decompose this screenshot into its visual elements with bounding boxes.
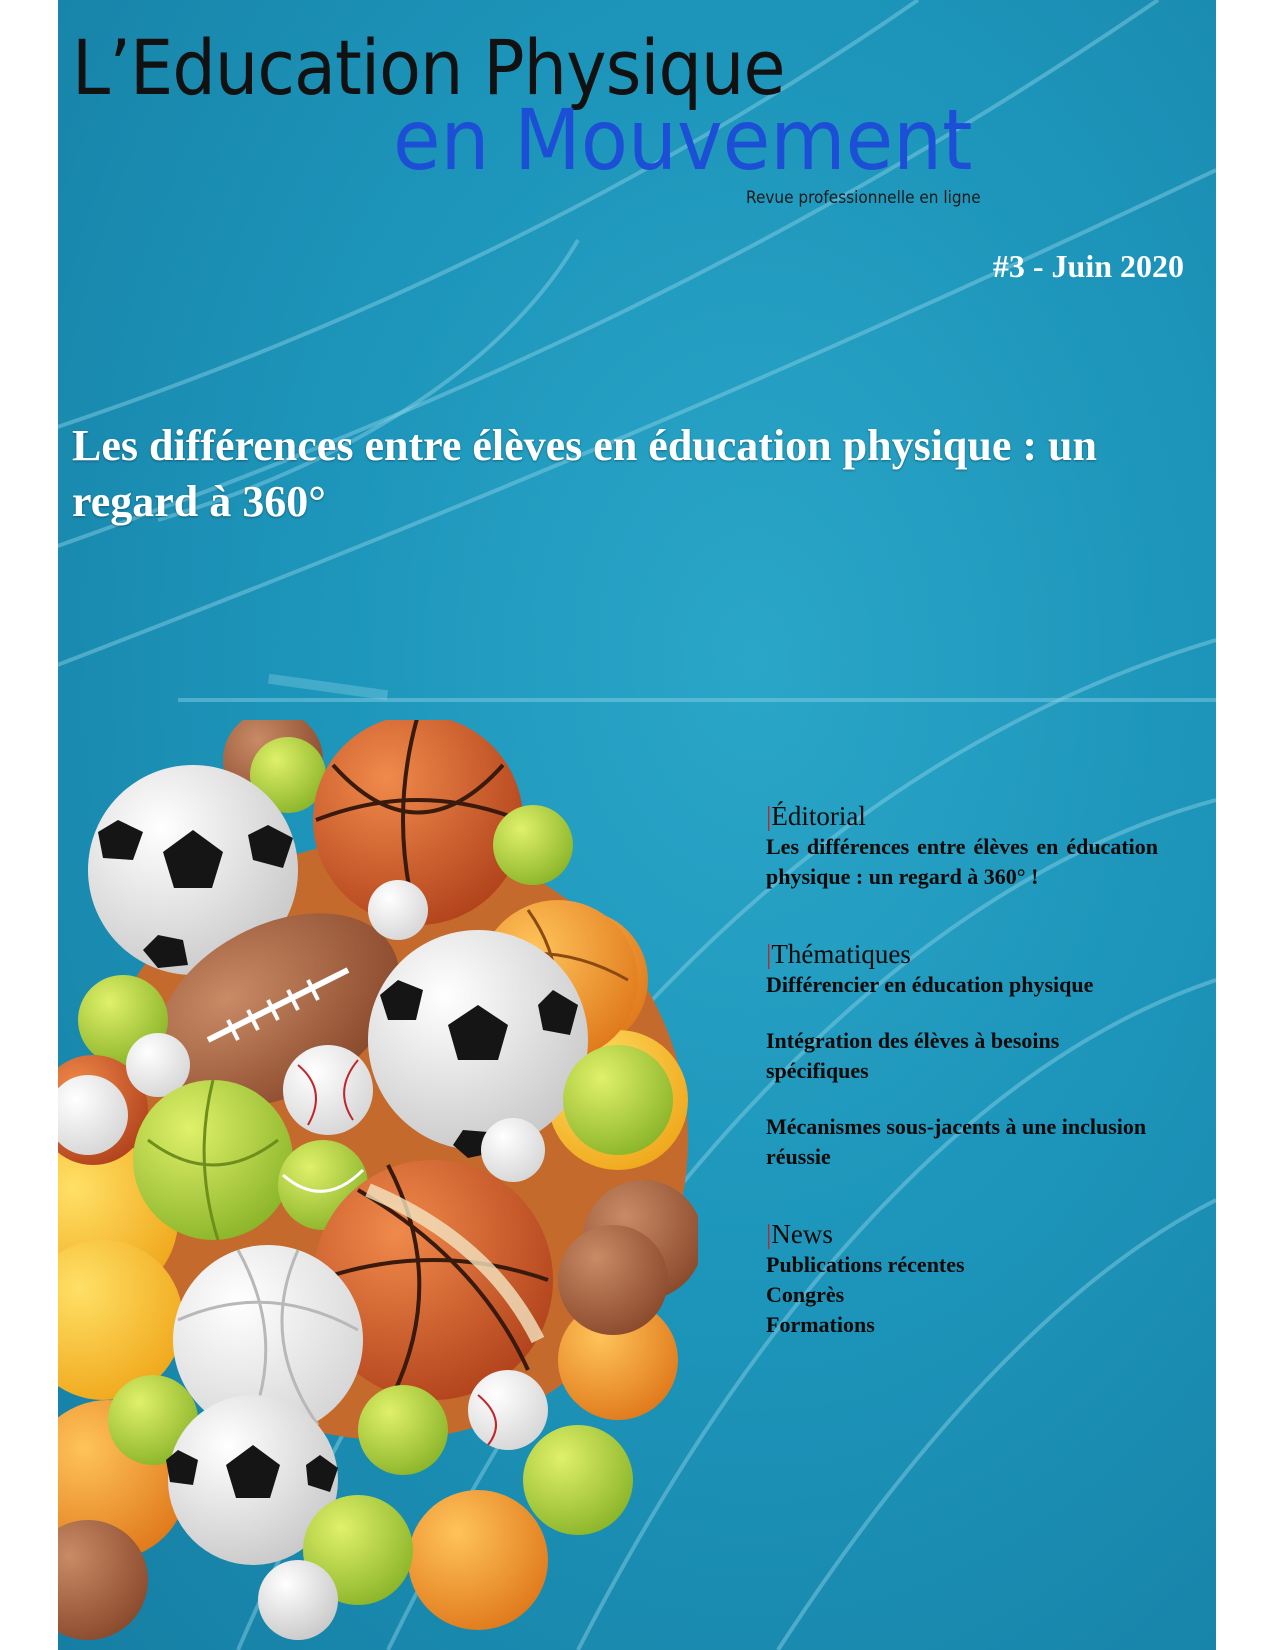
toc-item-thematique[interactable]: Intégration des élèves à besoins spécifiques xyxy=(766,1028,1060,1083)
table-of-contents xyxy=(766,800,1158,1370)
magazine-subtitle: en Mouvement xyxy=(393,91,973,189)
toc-section-thematiques xyxy=(766,938,1158,1172)
toc-heading-thematiques: Thématiques xyxy=(771,939,911,969)
section-marker: | xyxy=(766,939,772,969)
toc-section-news xyxy=(766,1218,1158,1340)
sports-balls-cluster-icon xyxy=(58,720,698,1650)
toc-item-editorial[interactable]: Les différences entre élèves en éducation physique : un regard à 360° ! xyxy=(766,834,1158,889)
cover-headline: Les différences entre élèves en éducation physique : un regard à 360° xyxy=(72,421,1097,526)
toc-heading-editorial: Éditorial xyxy=(771,801,866,831)
toc-heading-news: News xyxy=(771,1219,833,1249)
issue-number: #3 - Juin 2020 xyxy=(992,248,1184,284)
toc-item-news[interactable]: Publications récentes xyxy=(766,1252,965,1277)
toc-item-news[interactable]: Formations xyxy=(766,1312,875,1337)
section-marker: | xyxy=(766,801,772,831)
magazine-cover xyxy=(58,0,1216,1650)
tagline: Revue professionnelle en ligne xyxy=(746,188,981,208)
toc-item-news[interactable]: Congrès xyxy=(766,1282,845,1307)
toc-section-editorial xyxy=(766,800,1158,892)
toc-item-thematique[interactable]: Différencier en éducation physique xyxy=(766,972,1094,997)
magazine-title: L’Education Physique xyxy=(72,23,785,112)
section-marker: | xyxy=(766,1219,772,1249)
toc-item-thematique[interactable]: Mécanismes sous-jacents à une inclusion réussie xyxy=(766,1114,1147,1169)
